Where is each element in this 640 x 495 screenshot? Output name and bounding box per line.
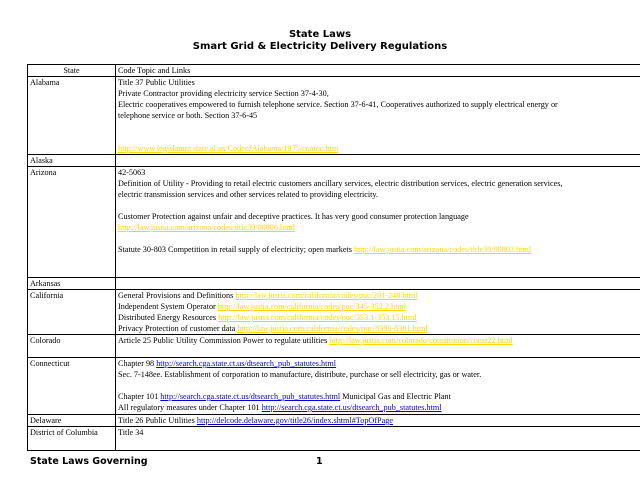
topic-line: Article 25 Public Utility Commission Power to regulate utilities bbox=[118, 336, 328, 345]
state-cell: Alabama bbox=[28, 77, 116, 155]
state-cell: District of Columbia bbox=[28, 427, 116, 451]
table-row-delaware bbox=[28, 415, 640, 427]
topic-line: Chapter 98 bbox=[118, 359, 155, 368]
code-link[interactable]: http://law.justia.com/arizona/codes/title30/00803.html bbox=[354, 245, 532, 254]
header-topic: Code Topic and Links bbox=[116, 65, 640, 77]
table-row-colorado bbox=[28, 335, 640, 358]
topic-line: Distributed Energy Resources bbox=[118, 313, 217, 322]
topic-line: Independent System Operator bbox=[118, 302, 216, 311]
topic-cell bbox=[116, 290, 640, 335]
table-row-alaska bbox=[28, 155, 640, 167]
topic-line: Private Contractor providing electricity service Section 37-4-30, bbox=[118, 89, 329, 98]
table-header-row bbox=[28, 65, 640, 77]
topic-line: Electric cooperatives empowered to furnish telephone service. Section 37-6-41, Cooperatives authorized to supply electrical energy or bbox=[118, 100, 558, 109]
code-link[interactable]: http://search.cga.state.ct.us/dtsearch_pub_statutes.html bbox=[160, 392, 341, 401]
code-link[interactable]: http://search.cga.state.ct.us/dtsearch_pub_statutes.html bbox=[156, 359, 337, 368]
topic-line: Customer Protection against unfair and deceptive practices. It has very good consumer protection language bbox=[118, 212, 469, 221]
topic-line: Sec. 7-148ee. Establishment of corporation to manufacture, distribute, purchase or sell electricity, gas or water. bbox=[118, 370, 482, 379]
state-cell: Alaska bbox=[28, 155, 116, 167]
topic-cell bbox=[116, 278, 640, 290]
code-link[interactable]: http://search.cga.state.ct.us/dtsearch_pub_statutes.html bbox=[261, 403, 442, 412]
topic-line: Definition of Utility - Providing to retail electric customers ancillary services, electric distribution services, electric generation services, bbox=[118, 179, 563, 188]
code-link[interactable]: http://law.justia.com/california/codes/puc/8380-8381.html bbox=[237, 324, 428, 333]
state-laws-table bbox=[27, 64, 640, 451]
code-link[interactable]: http://delcode.delaware.gov/title26/index.shtml#TopOfPage bbox=[196, 416, 393, 425]
state-cell: Connecticut bbox=[28, 358, 116, 415]
topic-cell bbox=[116, 167, 640, 278]
topic-line: All regulatory measures under Chapter 101 bbox=[118, 403, 260, 412]
topic-cell bbox=[116, 77, 640, 155]
topic-cell bbox=[116, 415, 640, 427]
topic-line: telephone service or both. Section 37-6-45 bbox=[118, 111, 258, 120]
topic-line: General Provisions and Definitions bbox=[118, 291, 234, 300]
topic-line: Chapter 101 bbox=[118, 392, 159, 401]
topic-cell bbox=[116, 335, 640, 358]
page-subtitle: Smart Grid & Electricity Delivery Regulations bbox=[192, 41, 448, 52]
state-cell: Arkansas bbox=[28, 278, 116, 290]
state-cell: Delaware bbox=[28, 415, 116, 427]
table-row-california bbox=[28, 290, 640, 335]
page-title: State Laws bbox=[288, 29, 352, 40]
topic-line: electric transmission services and other services related to providing electricity. bbox=[118, 190, 379, 199]
topic-line: Municipal Gas and Electric Plant bbox=[342, 392, 451, 401]
code-link[interactable]: http://law.justia.com/california/codes/puc/345-352.2.html bbox=[217, 302, 407, 311]
topic-cell bbox=[116, 427, 640, 451]
code-link[interactable]: http://law.justia.com/california/codes/puc/353.1-353.15.html bbox=[218, 313, 417, 322]
topic-line: Title 37 Public Utilities bbox=[118, 78, 195, 87]
table-row-arkansas bbox=[28, 278, 640, 290]
table-row-alabama bbox=[28, 77, 640, 155]
state-cell: California bbox=[28, 290, 116, 335]
code-link[interactable]: http://law.justia.com/colorado/constitution/const22.html bbox=[329, 336, 513, 345]
code-link[interactable]: http://law.justia.com/california/codes/puc/201-248.html bbox=[235, 291, 418, 300]
topic-line: Title 26 Public Utilities bbox=[118, 416, 195, 425]
footer-title: State Laws Governing bbox=[30, 456, 148, 467]
code-link[interactable]: http://www.legislature.state.al.us/CodeofAlabama/1975/coatoc.htm bbox=[118, 144, 339, 153]
page-number: 1 bbox=[316, 456, 323, 467]
code-link[interactable]: http://law.justia.com/arizona/codes/title30/00806.html bbox=[118, 223, 296, 232]
state-cell: Colorado bbox=[28, 335, 116, 358]
state-cell: Arizona bbox=[28, 167, 116, 278]
table-row-arizona bbox=[28, 167, 640, 278]
topic-line: Statute 30-803 Competition in retail supply of electricity; open markets bbox=[118, 245, 352, 254]
topic-cell bbox=[116, 358, 640, 415]
table-row-connecticut bbox=[28, 358, 640, 415]
topic-line: 42-5063 bbox=[118, 168, 146, 177]
table-row-dc bbox=[28, 427, 640, 451]
topic-cell bbox=[116, 155, 640, 167]
header-state: State bbox=[28, 65, 116, 77]
topic-line: Title 34 bbox=[118, 428, 144, 437]
topic-line: Privacy Protection of customer data bbox=[118, 324, 236, 333]
